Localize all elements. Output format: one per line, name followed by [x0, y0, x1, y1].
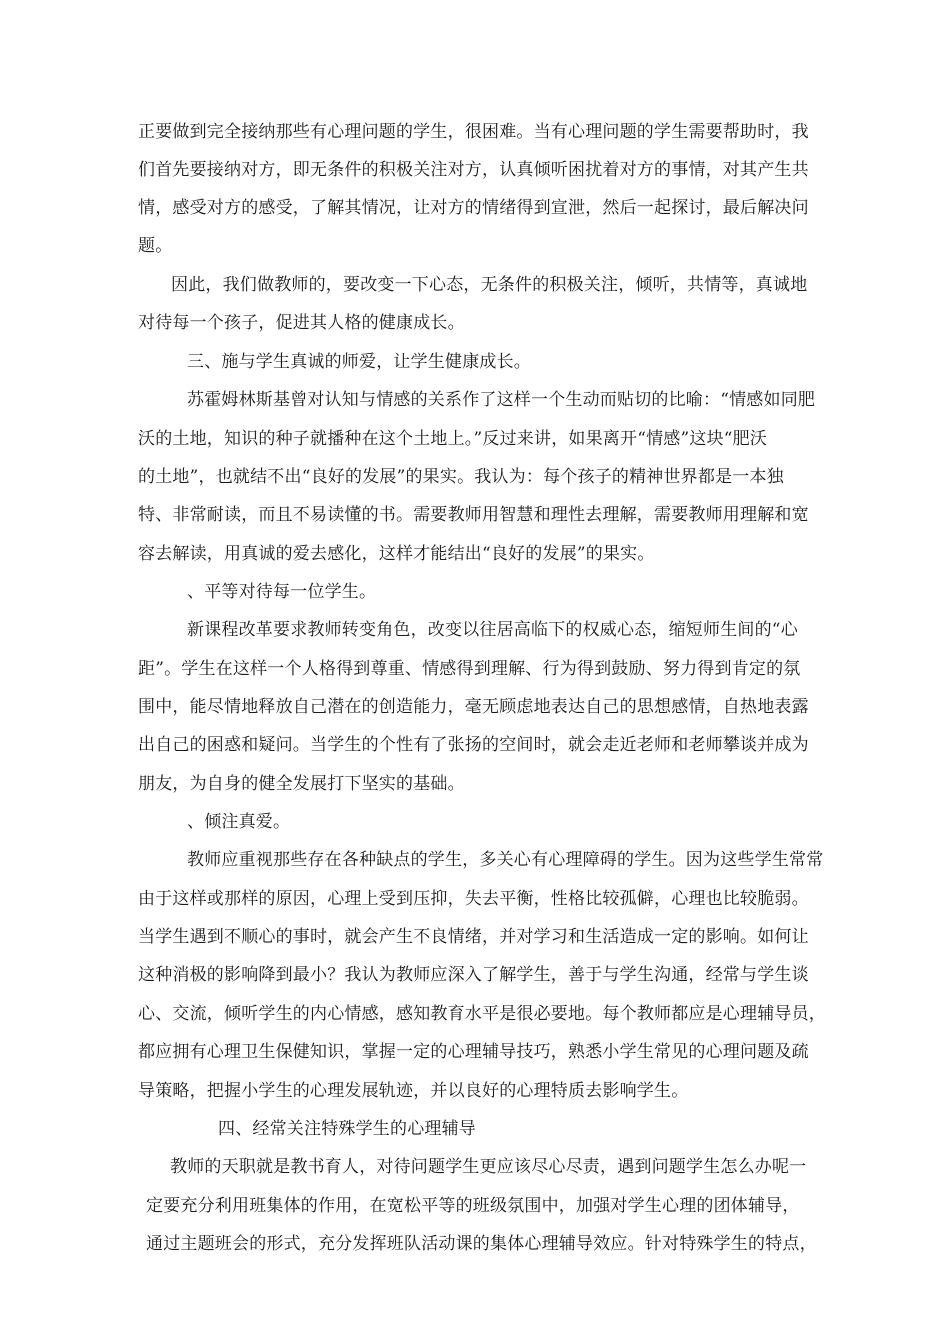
- text-line: 由于这样或那样的原因，心理上受到压抑，失去平衡，性格比较孤僻，心理也比较脆弱。: [138, 889, 809, 909]
- text-line: 对待每一个孩子，促进其人格的健康成长。: [138, 313, 465, 333]
- text-line: 题。: [138, 236, 173, 256]
- text-line: 出自己的困惑和疑问。当学生的个性有了张扬的空间时，就会走近老师和老师攀谈并成为: [138, 735, 809, 755]
- section-heading: 三、施与学生真诚的师爱，让学生健康成长。: [187, 352, 531, 372]
- sub-heading: 、平等对待每一位学生。: [187, 582, 377, 602]
- text-line: 沃的土地，知识的种子就播种在这个土地上。”反过来讲，如果离开“情感”这块“肥沃: [138, 429, 768, 449]
- sub-heading: 、倾注真爱。: [187, 812, 291, 832]
- text-line: 通过主题班会的形式，充分发挥班队活动课的集体心理辅导效应。针对特殊学生的特点，: [146, 1234, 817, 1254]
- section-heading: 四、经常关注特殊学生的心理辅导: [218, 1119, 476, 1139]
- text-line: 教师应重视那些存在各种缺点的学生，多关心有心理障碍的学生。因为这些学生常常: [187, 850, 824, 870]
- text-line: 苏霍姆林斯基曾对认知与情感的关系作了这样一个生动而贴切的比喻：“情感如同肥: [187, 390, 816, 410]
- text-line: 新课程改革要求教师转变角色，改变以往居高临下的权威心态，缩短师生间的“心: [187, 620, 798, 640]
- text-line: 当学生遇到不顺心的事时，就会产生不良情绪，并对学习和生活造成一定的影响。如何让: [138, 927, 809, 947]
- text-line: 正要做到完全接纳那些有心理问题的学生，很困难。当有心理问题的学生需要帮助时，我: [138, 122, 809, 142]
- text-line: 教师的天职就是教书育人，对待问题学生更应该尽心尽责，遇到问题学生怎么办呢一: [170, 1157, 807, 1177]
- text-line: 特、非常耐读，而且不易读懂的书。需要教师用智慧和理性去理解，需要教师用理解和宽: [138, 505, 809, 525]
- text-line: 的土地”，也就结不出“良好的发展”的果实。我认为：每个孩子的精神世界都是一本独: [138, 467, 784, 487]
- text-line: 们首先要接纳对方，即无条件的积极关注对方，认真倾听困扰着对方的事情，对其产生共: [138, 160, 809, 180]
- text-line: 定要充分利用班集体的作用，在宽松平等的班级氛围中，加强对学生心理的团体辅导，: [146, 1196, 800, 1216]
- text-line: 这种消极的影响降到最小？我认为教师应深入了解学生，善于与学生沟通，经常与学生谈: [138, 965, 809, 985]
- text-line: 因此，我们做教师的，要改变一下心态，无条件的积极关注，倾听，共情等，真诚地: [171, 275, 808, 295]
- text-line: 导策略，把握小学生的心理发展轨迹，并以良好的心理特质去影响学生。: [138, 1081, 689, 1101]
- text-line: 距”。学生在这样一个人格得到尊重、情感得到理解、行为得到鼓励、努力得到肯定的氛: [138, 659, 801, 679]
- text-line: 都应拥有心理卫生保健知识，掌握一定的心理辅导技巧，熟悉小学生常见的心理问题及疏: [138, 1042, 809, 1062]
- text-line: 围中，能尽情地释放自己潜在的创造能力，毫无顾虑地表达自己的思想感情，自热地表露: [138, 697, 809, 717]
- text-line: 情，感受对方的感受，了解其情况，让对方的情绪得到宣泄，然后一起探讨，最后解决问: [138, 198, 809, 218]
- text-line: 容去解读，用真诚的爱去感化，这样才能结出“良好的发展”的果实。: [138, 544, 655, 564]
- text-line: 心、交流，倾听学生的内心情感，感知教育水平是很必要地。每个教师都应是心理辅导员，: [138, 1004, 826, 1024]
- text-line: 朋友，为自身的健全发展打下坚实的基础。: [138, 774, 465, 794]
